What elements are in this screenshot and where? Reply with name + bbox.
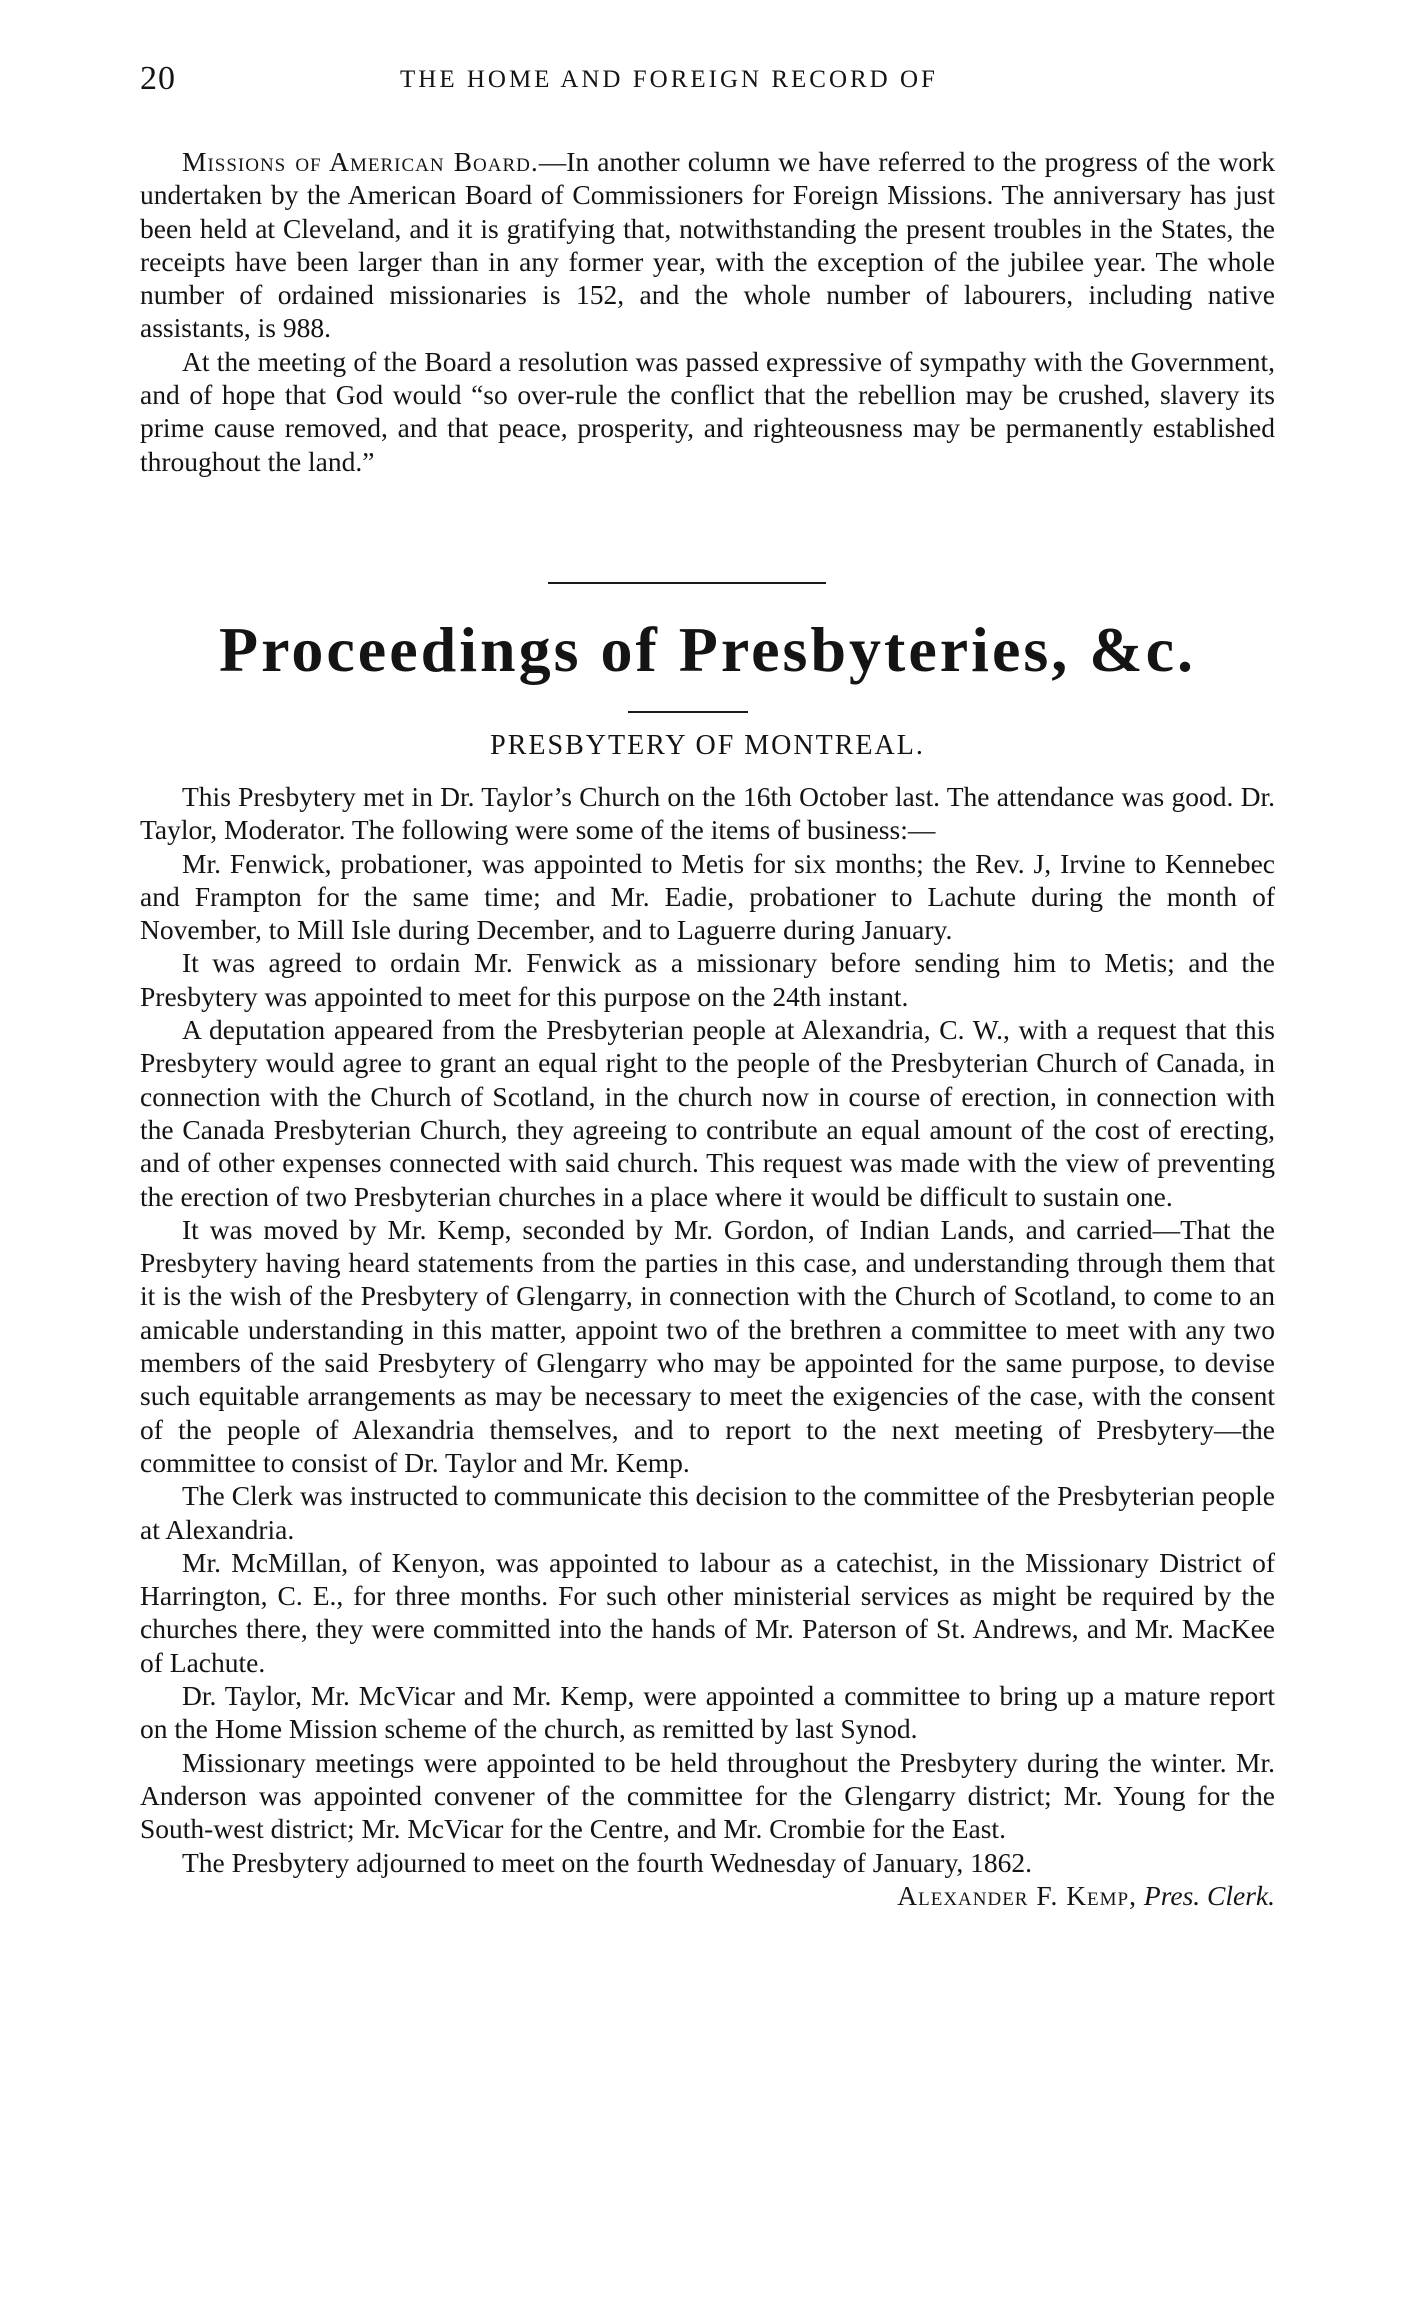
presbytery-paragraph-3: It was agreed to ordain Mr. Fenwick as a missionary before sending him to Metis; and the Presbytery was appointed to meet for this purpose on the 24th instant.: [140, 947, 1275, 1012]
page-header: [140, 60, 1270, 110]
signature: [140, 1879, 1275, 1912]
running-head: THE HOME AND FOREIGN RECORD OF: [400, 66, 938, 93]
missions-article: [140, 145, 1275, 478]
signature-name: Alexander F. Kemp,: [897, 1879, 1138, 1911]
presbytery-paragraph-4: A deputation appeared from the Presbyterian people at Alexandria, C. W., with a request that this Presbytery would agree to grant an equal right to the people of the Presbyterian Church of Canada, in connection with the Church of Scotland, in the church now in course of erection, in connection with the Canada Presbyterian Church, they agreeing to contribute an equal amount of the cost of erecting, and of other expenses connected with said church. This request was made with the view of preventing the erection of two Presbyterian churches in a place where it would be difficult to sustain one.: [140, 1014, 1275, 1212]
presbytery-paragraph-1: This Presbytery met in Dr. Taylor’s Church on the 16th October last. The attendance was good. Dr. Taylor, Moderator. The following were some of the items of business:—: [140, 781, 1275, 846]
presbytery-report: [140, 780, 1275, 1912]
presbytery-heading: PRESBYTERY OF MONTREAL.: [490, 730, 925, 761]
section-divider: [548, 582, 826, 584]
presbytery-paragraph-2: Mr. Fenwick, probationer, was appointed to Metis for six months; the Rev. J, Irvine to Kennebec and Frampton for the same time; and Mr. Eadie, probationer to Lachute during the month of November, to Mill Isle during December, and to Laguerre during January.: [140, 847, 1275, 946]
missions-heading: Missions of American Board.: [182, 146, 539, 177]
section-title: Proceedings of Presbyteries, &c.: [219, 614, 1196, 685]
presbytery-paragraph-7: Mr. McMillan, of Kenyon, was appointed to labour as a catechist, in the Missionary District of Harrington, C. E., for three months. For such other ministerial services as might be required by the churches there, they were committed into the hands of Mr. Paterson of St. Andrews, and Mr. MacKee of Lachute.: [140, 1546, 1275, 1678]
presbytery-paragraph-5: It was moved by Mr. Kemp, seconded by Mr. Gordon, of Indian Lands, and carried—That the Presbytery having heard statements from the parties in this case, and understanding through them that it is the wish of the Presbytery of Glengarry, in connection with the Church of Scotland, to come to an amicable understanding in this matter, appoint two of the brethren a committee to meet with any two members of the said Presbytery of Glengarry who may be appointed for the same purpose, to devise such equitable arrangements as may be necessary to meet the exigencies of the case, with the consent of the people of Alexandria themselves, and to report to the next meeting of Presbytery—the committee to consist of Dr. Taylor and Mr. Kemp.: [140, 1213, 1275, 1478]
presbytery-paragraph-10: The Presbytery adjourned to meet on the fourth Wednesday of January, 1862.: [182, 1846, 1033, 1878]
presbytery-paragraph-6: The Clerk was instructed to communicate this decision to the committee of the Presbyterian people at Alexandria.: [140, 1480, 1275, 1545]
title-divider: [628, 711, 748, 713]
signature-title: Pres. Clerk.: [1143, 1879, 1275, 1911]
missions-paragraph-2: At the meeting of the Board a resolution was passed expressive of sympathy with the Government, and of hope that God would “so over-rule the conflict that the rebellion may be crushed, slavery its prime cause removed, and that peace, prosperity, and righteousness may be permanently established throughout the land.”: [140, 345, 1275, 477]
missions-paragraph-1-text: —In another column we have referred to the progress of the work undertaken by the American Board of Commissioners for Foreign Missions. The anniversary has just been held at Cleveland, and it is gratifying that, notwithstanding the present troubles in the States, the receipts have been larger than in any former year, with the exception of the jubilee year. The whole number of ordained missionaries is 152, and the whole number of labourers, including native assistants, is 988.: [140, 146, 1275, 344]
presbytery-paragraph-9: Missionary meetings were appointed to be held throughout the Presbytery during the winter. Mr. Anderson was appointed convener of the committee for the Glengarry district; Mr. Young for the South-west district; Mr. McVicar for the Centre, and Mr. Crombie for the East.: [140, 1746, 1275, 1845]
page-number: 20: [140, 60, 176, 97]
missions-paragraph-1: [140, 145, 1275, 345]
presbytery-paragraph-8: Dr. Taylor, Mr. McVicar and Mr. Kemp, were appointed a committee to bring up a mature report on the Home Mission scheme of the church, as remitted by last Synod.: [140, 1680, 1275, 1745]
